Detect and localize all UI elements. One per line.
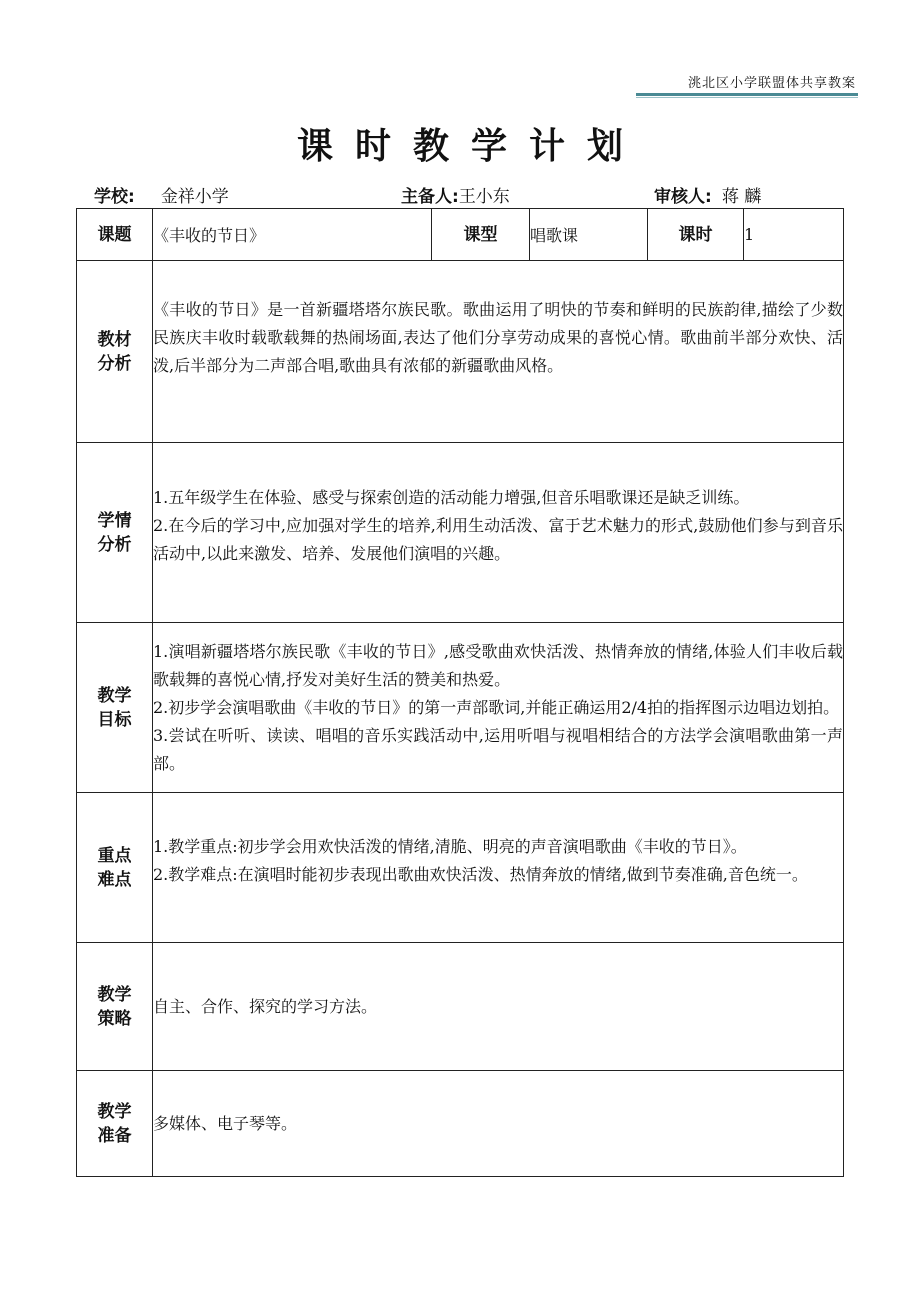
section-label-line: 准备: [97, 1125, 132, 1146]
reviewer-field: [654, 182, 761, 207]
section-label: [77, 943, 153, 1071]
section-content: [153, 443, 844, 623]
lesson-plan-table: [76, 208, 844, 1177]
section-label-line: 策略: [97, 1008, 132, 1029]
content-paragraph: 自主、合作、探究的学习方法。: [153, 996, 378, 1016]
page-title: 课时教学计划: [296, 126, 645, 167]
content-paragraph: 多媒体、电子琴等。: [153, 1113, 298, 1133]
content-paragraph: 2.教学难点:在演唱时能初步表现出歌曲欢快活泼、热情奔放的情绪,做到节奏准确,音色统一。: [153, 864, 808, 884]
topic-value: 《丰收的节日》: [153, 209, 432, 261]
header-rule-thin: [636, 97, 858, 98]
content-paragraph: 3.尝试在听听、读读、唱唱的音乐实践活动中,运用听唱与视唱相结合的方法学会演唱歌曲第一声部。: [153, 725, 843, 773]
section-label-line: 学情: [97, 510, 132, 531]
section-label: [77, 261, 153, 443]
section-content: [153, 261, 844, 443]
section-label-line: 教学: [97, 984, 132, 1005]
content-paragraph: 《丰收的节日》是一首新疆塔塔尔族民歌。歌曲运用了明快的节奏和鲜明的民族韵律,描绘了少数民族庆丰收时载歌载舞的热闹场面,表达了他们分享劳动成果的喜悦心情。歌曲前半部分欢快、活泼,后半部分为二声部合唱,歌曲具有浓郁的新疆歌曲风格。: [153, 299, 843, 375]
section-label-line: 分析: [97, 353, 132, 374]
section-row: [77, 623, 844, 793]
hours-label: 课时: [648, 209, 744, 261]
section-label: [77, 793, 153, 943]
school-value: 金祥小学: [160, 187, 229, 207]
content-paragraph: 1.教学重点:初步学会用欢快活泼的情绪,清脆、明亮的声音演唱歌曲《丰收的节日》。: [153, 836, 747, 856]
content-paragraph: 1.演唱新疆塔塔尔族民歌《丰收的节日》,感受歌曲欢快活泼、热情奔放的情绪,体验人们丰收后载歌载舞的喜悦心情,抒发对美好生活的赞美和热爱。: [153, 641, 843, 689]
section-row: [77, 1071, 844, 1177]
topic-row: [77, 209, 844, 261]
section-label-line: 重点: [97, 845, 132, 866]
section-content: [153, 943, 844, 1071]
section-label-line: 教学: [97, 1101, 132, 1122]
section-row: [77, 261, 844, 443]
reviewer-value: 蒋 麟: [721, 187, 762, 207]
section-label-line: 分析: [97, 534, 132, 555]
preparer-value: 王小东: [458, 187, 510, 207]
reviewer-label: 审核人:: [654, 187, 712, 207]
content-paragraph: 2.初步学会演唱歌曲《丰收的节日》的第一声部歌词,并能正确运用2/4拍的指挥图示边唱边划拍。: [153, 697, 840, 717]
topic-label: 课题: [77, 209, 153, 261]
type-label: 课型: [432, 209, 530, 261]
preparer-label: 主备人:: [401, 187, 459, 207]
section-content: [153, 1071, 844, 1177]
section-label-line: 目标: [97, 709, 132, 730]
section-label-line: 难点: [97, 869, 132, 890]
content-paragraph: 1.五年级学生在体验、感受与探索创造的活动能力增强,但音乐唱歌课还是缺乏训练。: [153, 487, 750, 507]
section-content: [153, 793, 844, 943]
school-field: [94, 182, 229, 207]
section-label: [77, 623, 153, 793]
header-rule: [636, 93, 858, 96]
content-paragraph: 2.在今后的学习中,应加强对学生的培养,利用生动活泼、富于艺术魅力的形式,鼓励他们参与到音乐活动中,以此来激发、培养、发展他们演唱的兴趣。: [153, 515, 843, 563]
section-content: [153, 623, 844, 793]
school-label: 学校:: [94, 187, 135, 207]
preparer-field: [401, 182, 510, 207]
section-label: [77, 443, 153, 623]
section-label-line: 教学: [97, 685, 132, 706]
section-label: [77, 1071, 153, 1177]
header-note: 洮北区小学联盟体共享教案: [687, 76, 856, 91]
section-row: [77, 793, 844, 943]
section-row: [77, 943, 844, 1071]
type-value: 唱歌课: [530, 209, 648, 261]
section-row: [77, 443, 844, 623]
hours-value: 1: [744, 209, 844, 261]
section-label-line: 教材: [97, 329, 132, 350]
